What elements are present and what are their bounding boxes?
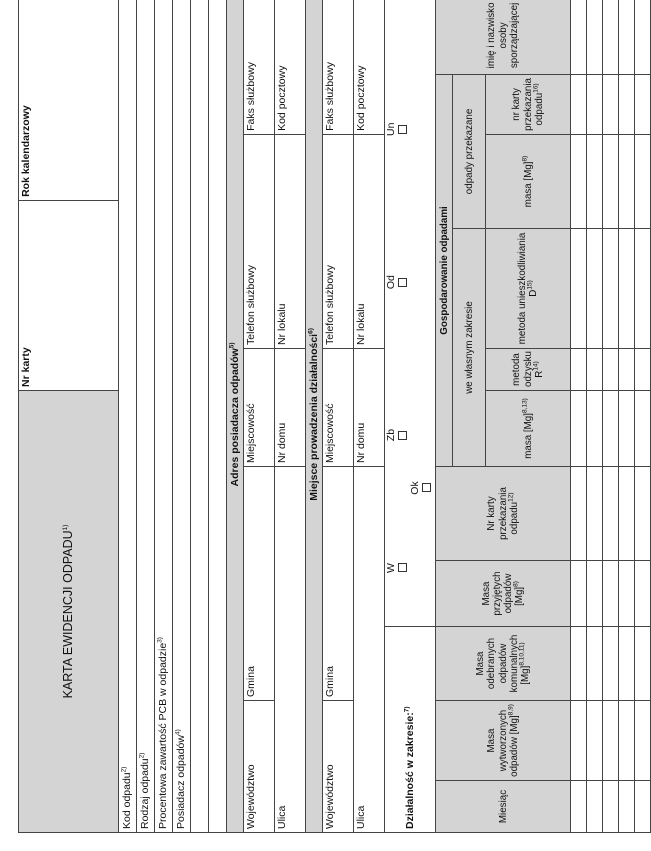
table-cell[interactable] [635, 781, 651, 833]
wojewodztwo-field[interactable]: Województwo [244, 701, 275, 833]
table-cell[interactable] [635, 627, 651, 701]
col-metoda-r: metoda odzysku $R^{14)}$ [486, 348, 571, 390]
rok-kalendarzowy-field[interactable]: Rok kalendarzowy [19, 0, 119, 200]
table-cell[interactable] [603, 74, 619, 134]
table-cell[interactable] [619, 134, 635, 228]
odpady-przekazane-heading: odpady przekazane [453, 74, 486, 228]
table-cell[interactable] [587, 627, 603, 701]
table-cell[interactable] [619, 0, 635, 74]
table-cell[interactable] [603, 134, 619, 228]
table-cell[interactable] [619, 228, 635, 348]
table-cell[interactable] [635, 390, 651, 466]
table-cell[interactable] [619, 627, 635, 701]
table-cell[interactable] [587, 561, 603, 627]
miejscowosc-field[interactable]: Miejscowość [244, 348, 275, 466]
gospodarowanie-heading: Gospodarowanie odpadami [436, 74, 453, 466]
table-cell[interactable] [571, 467, 587, 561]
table-cell[interactable] [587, 74, 603, 134]
adres-posiadacza-heading: Adres posiadacza odpadów$^{5)}$ [227, 0, 244, 833]
table-cell[interactable] [619, 701, 635, 781]
table-cell[interactable] [571, 781, 587, 833]
miejscowosc-field[interactable]: Miejscowość [323, 348, 354, 466]
col-masa-wlasne: masa $[Mg]^{8,13)}$ [486, 390, 571, 466]
zakres-options [385, 0, 436, 627]
checkbox-icon[interactable] [422, 484, 431, 493]
blank-line[interactable] [191, 0, 209, 833]
zakres-option-ok[interactable]: Ok [410, 473, 434, 503]
table-cell[interactable] [603, 228, 619, 348]
table-cell[interactable] [603, 390, 619, 466]
table-cell[interactable] [635, 74, 651, 134]
table-cell[interactable] [619, 561, 635, 627]
nr-lokalu-field[interactable]: Nr lokalu [354, 134, 385, 348]
table-cell[interactable] [619, 74, 635, 134]
table-cell[interactable] [635, 228, 651, 348]
kod-pocztowy-field[interactable]: Kod pocztowy [354, 0, 385, 134]
faks-field[interactable]: Faks służbowy [244, 0, 275, 134]
posiadacz-field[interactable]: Posiadacz odpadów$^{4)}$ [173, 0, 191, 833]
col-nr-karty-przekazania: Nr karty przekazania odpadu$^{12)}$ [436, 467, 571, 561]
gmina-field[interactable]: Gmina [323, 467, 354, 701]
gmina-field[interactable]: Gmina [244, 467, 275, 701]
zakres-option-zb[interactable]: Zb [386, 420, 410, 450]
table-cell[interactable] [635, 561, 651, 627]
zakres-option-un[interactable]: Un [386, 114, 410, 144]
table-cell[interactable] [635, 701, 651, 781]
table-row [603, 0, 619, 833]
table-cell[interactable] [603, 781, 619, 833]
ulica-field[interactable]: Ulica [354, 467, 385, 833]
table-cell[interactable] [587, 134, 603, 228]
pcb-field[interactable]: Procentowa zawartość PCB w odpadzie$^{3)}$ [155, 0, 173, 833]
table-cell[interactable] [571, 701, 587, 781]
col-masa-przekazane: masa $[Mg]^{8)}$ [486, 134, 571, 228]
table-row [619, 0, 635, 833]
col-imie-nazwisko: imię i nazwisko osoby sporządzającej [436, 0, 571, 74]
col-masa-wytworzonych: Masa wytworzonych odpadów $[Mg]^{8,9)}$ [436, 701, 571, 781]
miejsce-dzialalnosci-heading: Miejsce prowadzenia działalności$^{6)}$ [306, 0, 323, 833]
table-cell[interactable] [635, 348, 651, 390]
zakres-option-od[interactable]: Od [386, 267, 410, 297]
table-cell[interactable] [603, 561, 619, 627]
table-cell[interactable] [571, 0, 587, 74]
zakres-option-w[interactable]: W [386, 553, 410, 583]
table-cell[interactable] [619, 348, 635, 390]
table-cell[interactable] [571, 348, 587, 390]
checkbox-icon[interactable] [398, 431, 407, 440]
ulica-field[interactable]: Ulica [275, 467, 306, 833]
faks-field[interactable]: Faks służbowy [323, 0, 354, 134]
checkbox-icon[interactable] [398, 125, 407, 134]
nr-domu-field[interactable]: Nr domu [354, 348, 385, 466]
table-cell[interactable] [587, 228, 603, 348]
table-cell[interactable] [571, 561, 587, 627]
table-cell[interactable] [571, 228, 587, 348]
table-cell[interactable] [587, 781, 603, 833]
col-nr-karty-przekazania-2: nr karty przekazania odpadu$^{16)}$ [486, 74, 571, 134]
table-cell[interactable] [603, 627, 619, 701]
table-cell[interactable] [603, 701, 619, 781]
table-cell[interactable] [603, 0, 619, 74]
blank-line[interactable] [209, 0, 227, 833]
table-cell[interactable] [571, 390, 587, 466]
table-cell[interactable] [587, 390, 603, 466]
checkbox-icon[interactable] [398, 564, 407, 573]
col-masa-odebranych: Masa odebranych odpadów komunalnych $[Mg]^{8,10,11)}$ [436, 627, 571, 701]
table-cell[interactable] [603, 467, 619, 561]
col-metoda-d: metoda unieszkodliwiania $D^{15)}$ [486, 228, 571, 348]
table-cell[interactable] [571, 134, 587, 228]
table-cell[interactable] [619, 467, 635, 561]
col-miesiac: Miesiąc [436, 781, 571, 833]
table-cell[interactable] [635, 134, 651, 228]
table-cell[interactable] [587, 0, 603, 74]
nr-domu-field[interactable]: Nr domu [275, 348, 306, 466]
table-cell[interactable] [587, 701, 603, 781]
table-cell[interactable] [587, 467, 603, 561]
nr-karty-field[interactable]: Nr karty [19, 200, 119, 390]
table-row [587, 0, 603, 833]
form-title: KARTA EWIDENCJI ODPADU$^{1)}$ [19, 390, 119, 832]
table-row [571, 0, 587, 833]
table-cell[interactable] [635, 0, 651, 74]
telefon-field[interactable]: Telefon służbowy [244, 134, 275, 348]
table-cell[interactable] [571, 627, 587, 701]
karta-ewidencji-table [18, 0, 651, 833]
checkbox-icon[interactable] [398, 278, 407, 287]
table-cell[interactable] [571, 74, 587, 134]
telefon-field[interactable]: Telefon służbowy [323, 134, 354, 348]
wojewodztwo-field[interactable]: Województwo [323, 701, 354, 833]
table-cell[interactable] [619, 781, 635, 833]
table-cell[interactable] [635, 467, 651, 561]
we-wlasnym-zakresie-heading: we własnym zakresie [453, 228, 486, 466]
col-masa-przyjetych: Masa przyjętych odpadów $[Mg]^{8)}$ [436, 561, 571, 627]
zakres-label: Działalność w zakresie:$^{7)}$ [385, 627, 436, 833]
table-row [635, 0, 651, 833]
table-cell[interactable] [587, 348, 603, 390]
kod-pocztowy-field[interactable]: Kod pocztowy [275, 0, 306, 134]
kod-odpadu-field[interactable]: Kod odpadu$^{2)}$ [119, 0, 137, 833]
data-rows [571, 0, 651, 833]
table-cell[interactable] [603, 348, 619, 390]
table-cell[interactable] [619, 390, 635, 466]
rodzaj-odpadu-field[interactable]: Rodzaj odpadu$^{2)}$ [137, 0, 155, 833]
nr-lokalu-field[interactable]: Nr lokalu [275, 134, 306, 348]
